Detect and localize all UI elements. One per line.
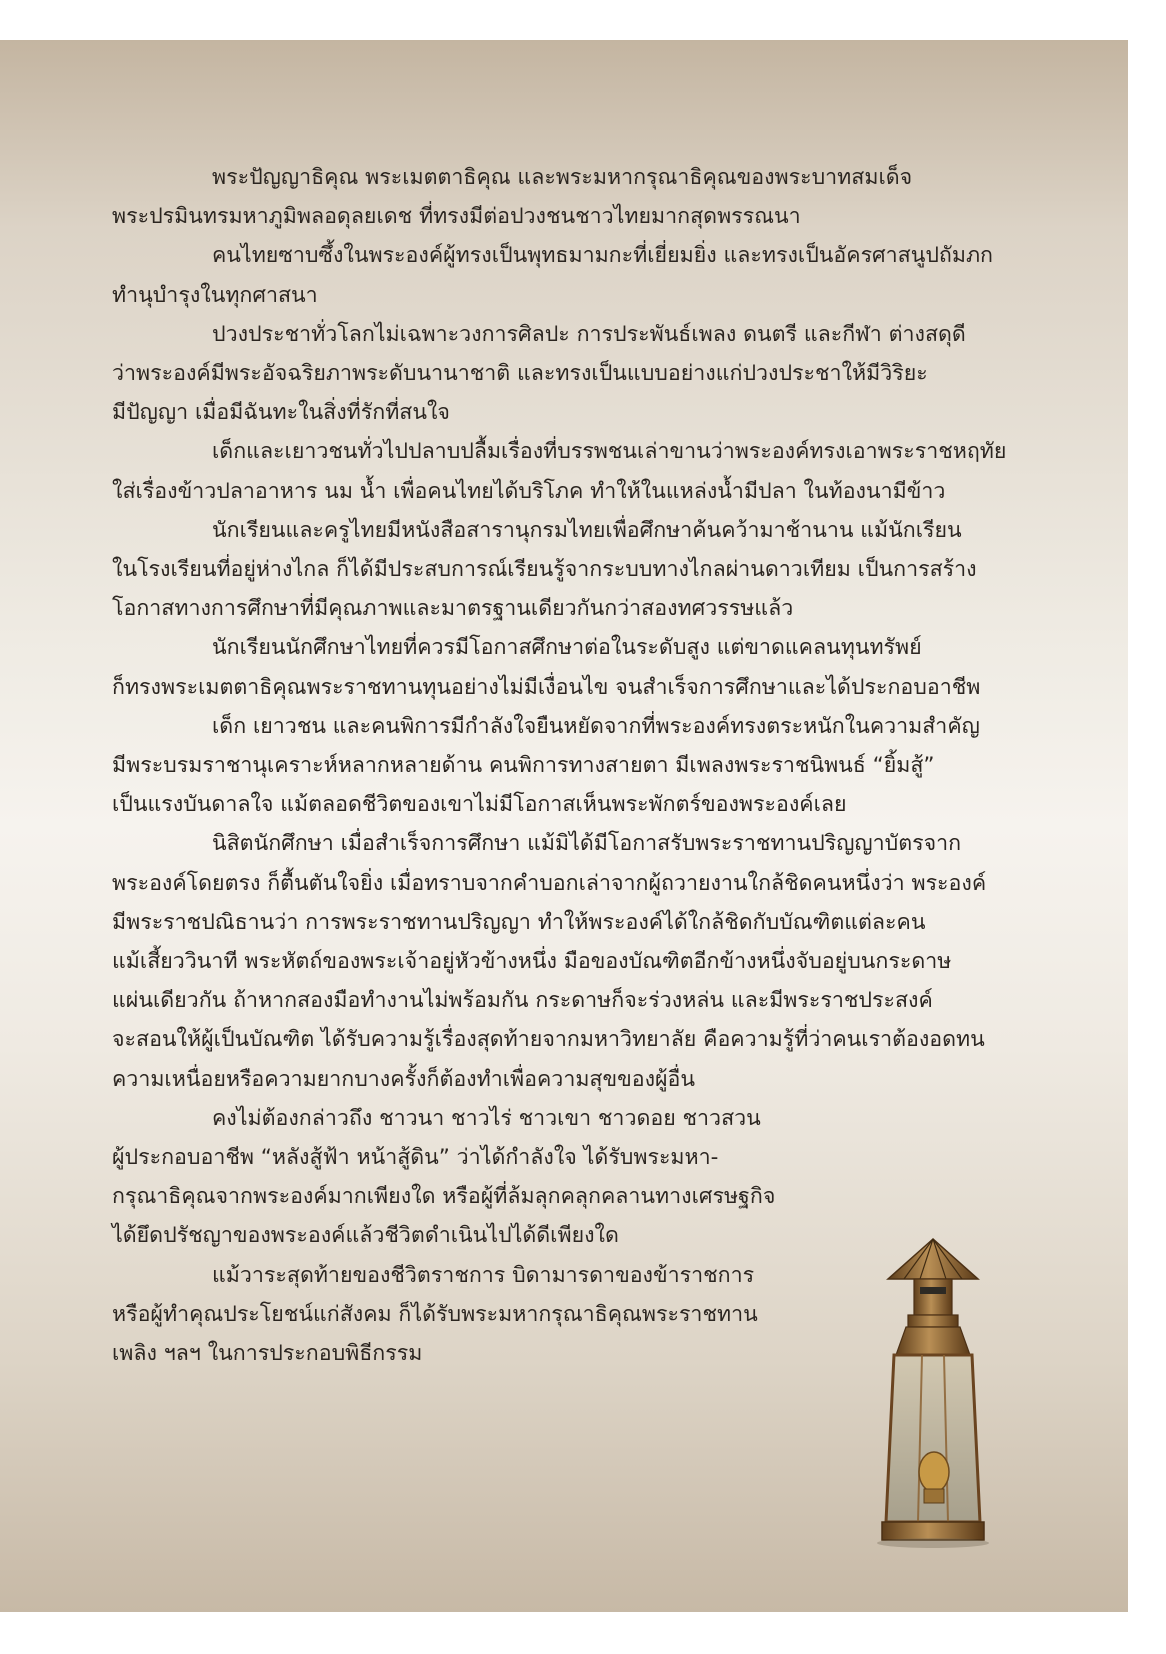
text-line: คนไทยซาบซึ้งในพระองค์ผู้ทรงเป็นพุทธมามกะที่เยี่ยมยิ่ง และทรงเป็นอัครศาสนูปถัมภก: [212, 243, 994, 269]
paragraph: [112, 432, 1056, 510]
text-line: ในโรงเรียนที่อยู่ห่างไกล ก็ได้มีประสบการณ์เรียนรู้จากระบบทางไกลผ่านดาวเทียม เป็นการสร้าง: [112, 557, 977, 583]
text-line: ว่าพระองค์มีพระอัจฉริยภาพระดับนานาชาติ และทรงเป็นแบบอย่างแก่ปวงประชาให้มีวิริยะ: [112, 361, 928, 387]
text-line: มีพระบรมราชานุเคราะห์หลากหลายด้าน คนพิการทางสายตา มีเพลงพระราชนิพนธ์ “ยิ้มสู้”: [112, 753, 935, 779]
text-line: นิสิตนักศึกษา เมื่อสำเร็จการศึกษา แม้มิได้มีโอกาสรับพระราชทานปริญญาบัตรจาก: [212, 831, 962, 857]
paragraph: [112, 628, 1056, 706]
text-line: จะสอนให้ผู้เป็นบัณฑิต ได้รับความรู้เรื่องสุดท้ายจากมหาวิทยาลัย คือความรู้ที่ว่าคนเราต้องอดทน: [112, 1027, 985, 1053]
lantern-image: [868, 1237, 998, 1549]
paragraph: [112, 236, 1056, 314]
text-line: มีปัญญา เมื่อมีฉันทะในสิ่งที่รักที่สนใจ: [112, 400, 450, 426]
text-line: ได้ยึดปรัชญาของพระองค์แล้วชีวิตดำเนินไปได้ดีเพียงใด: [112, 1223, 619, 1249]
text-line: แผ่นเดียวกัน ถ้าหากสองมือทำงานไม่พร้อมกัน กระดาษก็จะร่วงหล่น และมีพระราชประสงค์: [112, 988, 933, 1014]
text-line: ผู้ประกอบอาชีพ “หลังสู้ฟ้า หน้าสู้ดิน” ว่าได้กำลังใจ ได้รับพระมหา-: [112, 1145, 719, 1171]
text-line: โอกาสทางการศึกษาที่มีคุณภาพและมาตรฐานเดียวกันกว่าสองทศวรรษแล้ว: [112, 596, 794, 622]
text-line: พระปรมินทรมหาภูมิพลอดุลยเดช ที่ทรงมีต่อปวงชนชาวไทยมากสุดพรรณนา: [112, 204, 801, 230]
text-line: เป็นแรงบันดาลใจ แม้ตลอดชีวิตของเขาไม่มีโอกาสเห็นพระพักตร์ของพระองค์เลย: [112, 792, 847, 818]
text-line: คงไม่ต้องกล่าวถึง ชาวนา ชาวไร่ ชาวเขา ชาวดอย ชาวสวน: [212, 1105, 761, 1131]
text-line: ใส่เรื่องข้าวปลาอาหาร นม น้ำ เพื่อคนไทยได้บริโภค ทำให้ในแหล่งน้ำมีปลา ในท้องนามีข้าว: [112, 478, 946, 504]
paragraph: [112, 707, 1056, 825]
text-line: กรุณาธิคุณจากพระองค์มากเพียงใด หรือผู้ที่ล้มลุกคลุกคลานทางเศรษฐกิจ: [112, 1184, 776, 1210]
text-line: มีพระราชปณิธานว่า การพระราชทานปริญญา ทำให้พระองค์ได้ใกล้ชิดกับบัณฑิตแต่ละคน: [112, 909, 926, 935]
paragraph: [112, 824, 1056, 1098]
text-line: แม้เสี้ยววินาที พระหัตถ์ของพระเจ้าอยู่หัวข้างหนึ่ง มือของบัณฑิตอีกข้างหนึ่งจับอยู่บนกระดาษ: [112, 949, 952, 975]
text-line: แม้วาระสุดท้ายของชีวิตราชการ บิดามารดาของข้าราชการ: [212, 1262, 755, 1288]
paragraph: [112, 511, 1056, 629]
paragraph: [112, 315, 1056, 433]
text-line: ทำนุบำรุงในทุกศาสนา: [112, 282, 318, 308]
text-line: เด็กและเยาวชนทั่วไปปลาบปลื้มเรื่องที่บรรพชนเล่าขานว่าพระองค์ทรงเอาพระราชหฤทัย: [212, 439, 1007, 465]
body-text: [112, 158, 1056, 1373]
text-line: พระองค์โดยตรง ก็ตื้นตันใจยิ่ง เมื่อทราบจากคำบอกเล่าจากผู้ถวายงานใกล้ชิดคนหนึ่งว่า พระองค์: [112, 870, 987, 896]
text-line: ความเหนื่อยหรือความยากบางครั้งก็ต้องทำเพื่อความสุขของผู้อื่น: [112, 1066, 696, 1092]
text-line: ก็ทรงพระเมตตาธิคุณพระราชทานทุนอย่างไม่มีเงื่อนไข จนสำเร็จการศึกษาและได้ประกอบอาชีพ: [112, 674, 981, 700]
paragraph: [112, 158, 1056, 236]
text-line: นักเรียนนักศึกษาไทยที่ควรมีโอกาสศึกษาต่อในระดับสูง แต่ขาดแคลนทุนทรัพย์: [212, 635, 922, 661]
page: [0, 40, 1128, 1612]
text-line: หรือผู้ทำคุณประโยชน์แก่สังคม ก็ได้รับพระมหากรุณาธิคุณพระราชทาน: [112, 1301, 758, 1327]
text-line: พระปัญญาธิคุณ พระเมตตาธิคุณ และพระมหากรุณาธิคุณของพระบาทสมเด็จ: [212, 165, 913, 190]
text-line: เด็ก เยาวชน และคนพิการมีกำลังใจยืนหยัดจากที่พระองค์ทรงตระหนักในความสำคัญ: [212, 713, 980, 739]
paragraph: [112, 1099, 1056, 1256]
text-line: เพลิง ฯลฯ ในการประกอบพิธีกรรม: [112, 1341, 423, 1367]
text-line: ปวงประชาทั่วโลกไม่เฉพาะวงการศิลปะ การประพันธ์เพลง ดนตรี และกีฬา ต่างสดุดี: [212, 321, 966, 347]
text-line: นักเรียนและครูไทยมีหนังสือสารานุกรมไทยเพื่อศึกษาค้นคว้ามาช้านาน แม้นักเรียน: [212, 517, 962, 543]
